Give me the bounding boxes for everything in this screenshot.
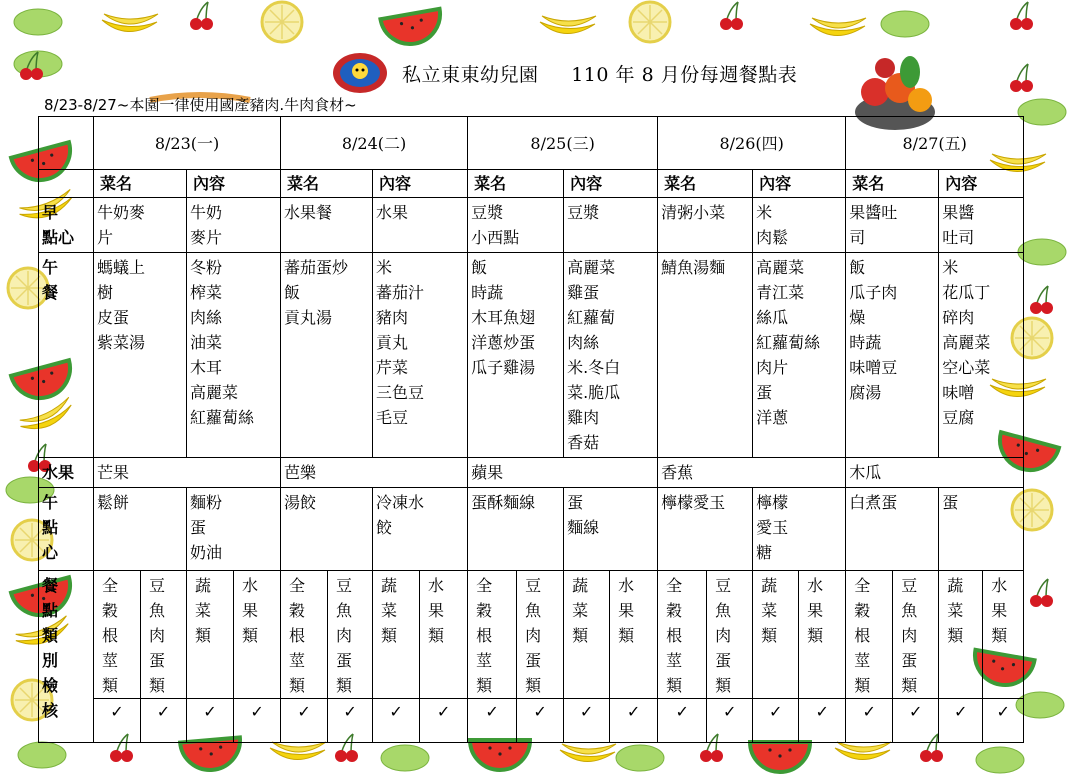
breakfast-dish: 清粥小菜 — [658, 198, 753, 253]
category-cell: 豆 魚 肉 蛋 類 — [328, 571, 373, 699]
content-header: 內容 — [564, 170, 658, 198]
fruit-cell: 木瓜 — [846, 458, 1024, 488]
check-mark-cell: ✓ — [893, 699, 939, 743]
fruit-label: 水果 — [39, 458, 94, 488]
lunch-content: 米 花瓜丁 碎肉 高麗菜 空心菜 味噌 豆腐 — [939, 253, 1024, 458]
category-cell: 水 果 類 — [983, 571, 1024, 699]
check-mark-cell: ✓ — [610, 699, 658, 743]
content-header: 內容 — [939, 170, 1024, 198]
check-mark-cell: ✓ — [753, 699, 799, 743]
snack-content: 冷凍水 餃 — [373, 488, 468, 571]
day-date: 8/25(三) — [468, 117, 658, 170]
check-mark-cell: ✓ — [564, 699, 610, 743]
dish-header: 菜名 — [94, 170, 187, 198]
lunch-dish: 飯 時蔬 木耳魚翅 洋蔥炒蛋 瓜子雞湯 — [468, 253, 564, 458]
menu-title: 110 年 8 月份每週餐點表 — [571, 63, 798, 86]
check-label: 餐 點 類 別 檢 核 — [39, 571, 94, 743]
fruit-cell: 香蕉 — [658, 458, 846, 488]
lunch-content: 高麗菜 雞蛋 紅蘿蔔 肉絲 米.冬白 菜.脆瓜 雞肉 香菇 — [564, 253, 658, 458]
category-cell: 豆 魚 肉 蛋 類 — [893, 571, 939, 699]
check-mark-cell: ✓ — [983, 699, 1024, 743]
check-mark-cell: ✓ — [707, 699, 753, 743]
dish-header: 菜名 — [468, 170, 564, 198]
page-title — [402, 60, 797, 87]
breakfast-content: 水果 — [373, 198, 468, 253]
content-header: 內容 — [753, 170, 846, 198]
check-mark-cell: ✓ — [373, 699, 420, 743]
category-cell: 水 果 類 — [610, 571, 658, 699]
lunch-content: 高麗菜 青江菜 絲瓜 紅蘿蔔絲 肉片 蛋 洋蔥 — [753, 253, 846, 458]
breakfast-dish: 果醬吐 司 — [846, 198, 939, 253]
check-mark-cell: ✓ — [187, 699, 234, 743]
check-mark-cell: ✓ — [799, 699, 846, 743]
snack-dish: 檸檬愛玉 — [658, 488, 753, 571]
breakfast-dish: 水果餐 — [281, 198, 373, 253]
category-cell: 水 果 類 — [234, 571, 281, 699]
category-cell: 全 穀 根 莖 類 — [846, 571, 893, 699]
weekly-menu-table — [38, 116, 1024, 743]
snack-content: 麵粉 蛋 奶油 — [187, 488, 281, 571]
category-cell: 蔬 菜 類 — [187, 571, 234, 699]
category-cell: 水 果 類 — [799, 571, 846, 699]
category-cell: 全 穀 根 莖 類 — [468, 571, 517, 699]
category-cell: 全 穀 根 莖 類 — [658, 571, 707, 699]
snack-dish: 蛋酥麵線 — [468, 488, 564, 571]
category-cell: 蔬 菜 類 — [564, 571, 610, 699]
check-mark-cell: ✓ — [281, 699, 328, 743]
day-date: 8/26(四) — [658, 117, 846, 170]
content-header: 內容 — [187, 170, 281, 198]
lunch-content: 米 蕃茄汁 豬肉 貢丸 芹菜 三色豆 毛豆 — [373, 253, 468, 458]
dish-header: 菜名 — [281, 170, 373, 198]
category-cell: 豆 魚 肉 蛋 類 — [517, 571, 564, 699]
snack-content: 檸檬 愛玉 糖 — [753, 488, 846, 571]
fruit-cell: 芒果 — [94, 458, 281, 488]
lunch-dish: 鯖魚湯麵 — [658, 253, 753, 458]
check-mark-cell: ✓ — [94, 699, 141, 743]
school-logo-icon — [330, 51, 390, 95]
snack-content: 蛋 — [939, 488, 1024, 571]
title-row — [330, 48, 797, 98]
breakfast-content: 牛奶 麥片 — [187, 198, 281, 253]
lunch-dish: 螞蟻上 樹 皮蛋 紫菜湯 — [94, 253, 187, 458]
category-cell: 蔬 菜 類 — [373, 571, 420, 699]
corner-cell — [39, 117, 94, 170]
check-mark-cell: ✓ — [141, 699, 187, 743]
category-cell: 蔬 菜 類 — [939, 571, 983, 699]
day-date: 8/24(二) — [281, 117, 468, 170]
check-mark-cell: ✓ — [846, 699, 893, 743]
breakfast-label: 早 點心 — [39, 198, 94, 253]
category-cell: 蔬 菜 類 — [753, 571, 799, 699]
category-cell: 豆 魚 肉 蛋 類 — [141, 571, 187, 699]
category-cell: 全 穀 根 莖 類 — [94, 571, 141, 699]
lunch-content: 冬粉 榨菜 肉絲 油菜 木耳 高麗菜 紅蘿蔔絲 — [187, 253, 281, 458]
corner-cell-2 — [39, 170, 94, 198]
day-date: 8/23(一) — [94, 117, 281, 170]
check-mark-cell: ✓ — [420, 699, 468, 743]
lunch-label: 午 餐 — [39, 253, 94, 458]
content-header: 內容 — [373, 170, 468, 198]
check-mark-cell: ✓ — [328, 699, 373, 743]
school-name: 私立東東幼兒園 — [402, 63, 539, 86]
breakfast-content: 米 肉鬆 — [753, 198, 846, 253]
lunch-dish: 飯 瓜子肉 燥 時蔬 味噌豆 腐湯 — [846, 253, 939, 458]
check-mark-cell: ✓ — [658, 699, 707, 743]
snack-dish: 鬆餅 — [94, 488, 187, 571]
snack-content: 蛋 麵線 — [564, 488, 658, 571]
category-cell: 水 果 類 — [420, 571, 468, 699]
category-cell: 全 穀 根 莖 類 — [281, 571, 328, 699]
category-cell: 豆 魚 肉 蛋 類 — [707, 571, 753, 699]
lunch-dish: 蕃茄蛋炒 飯 貢丸湯 — [281, 253, 373, 458]
check-mark-cell: ✓ — [939, 699, 983, 743]
dish-header: 菜名 — [658, 170, 753, 198]
snack-label: 午 點 心 — [39, 488, 94, 571]
day-date: 8/27(五) — [846, 117, 1024, 170]
check-mark-cell: ✓ — [517, 699, 564, 743]
check-mark-cell: ✓ — [234, 699, 281, 743]
breakfast-dish: 牛奶麥 片 — [94, 198, 187, 253]
breakfast-dish: 豆漿 小西點 — [468, 198, 564, 253]
dish-header: 菜名 — [846, 170, 939, 198]
check-mark-cell: ✓ — [468, 699, 517, 743]
snack-dish: 白煮蛋 — [846, 488, 939, 571]
breakfast-content: 豆漿 — [564, 198, 658, 253]
snack-dish: 湯餃 — [281, 488, 373, 571]
fruit-cell: 芭樂 — [281, 458, 468, 488]
notice-text: 8/23-8/27~本園一律使用國產豬肉.牛肉食材~ — [44, 96, 357, 114]
breakfast-content: 果醬 吐司 — [939, 198, 1024, 253]
fruit-cell: 蘋果 — [468, 458, 658, 488]
